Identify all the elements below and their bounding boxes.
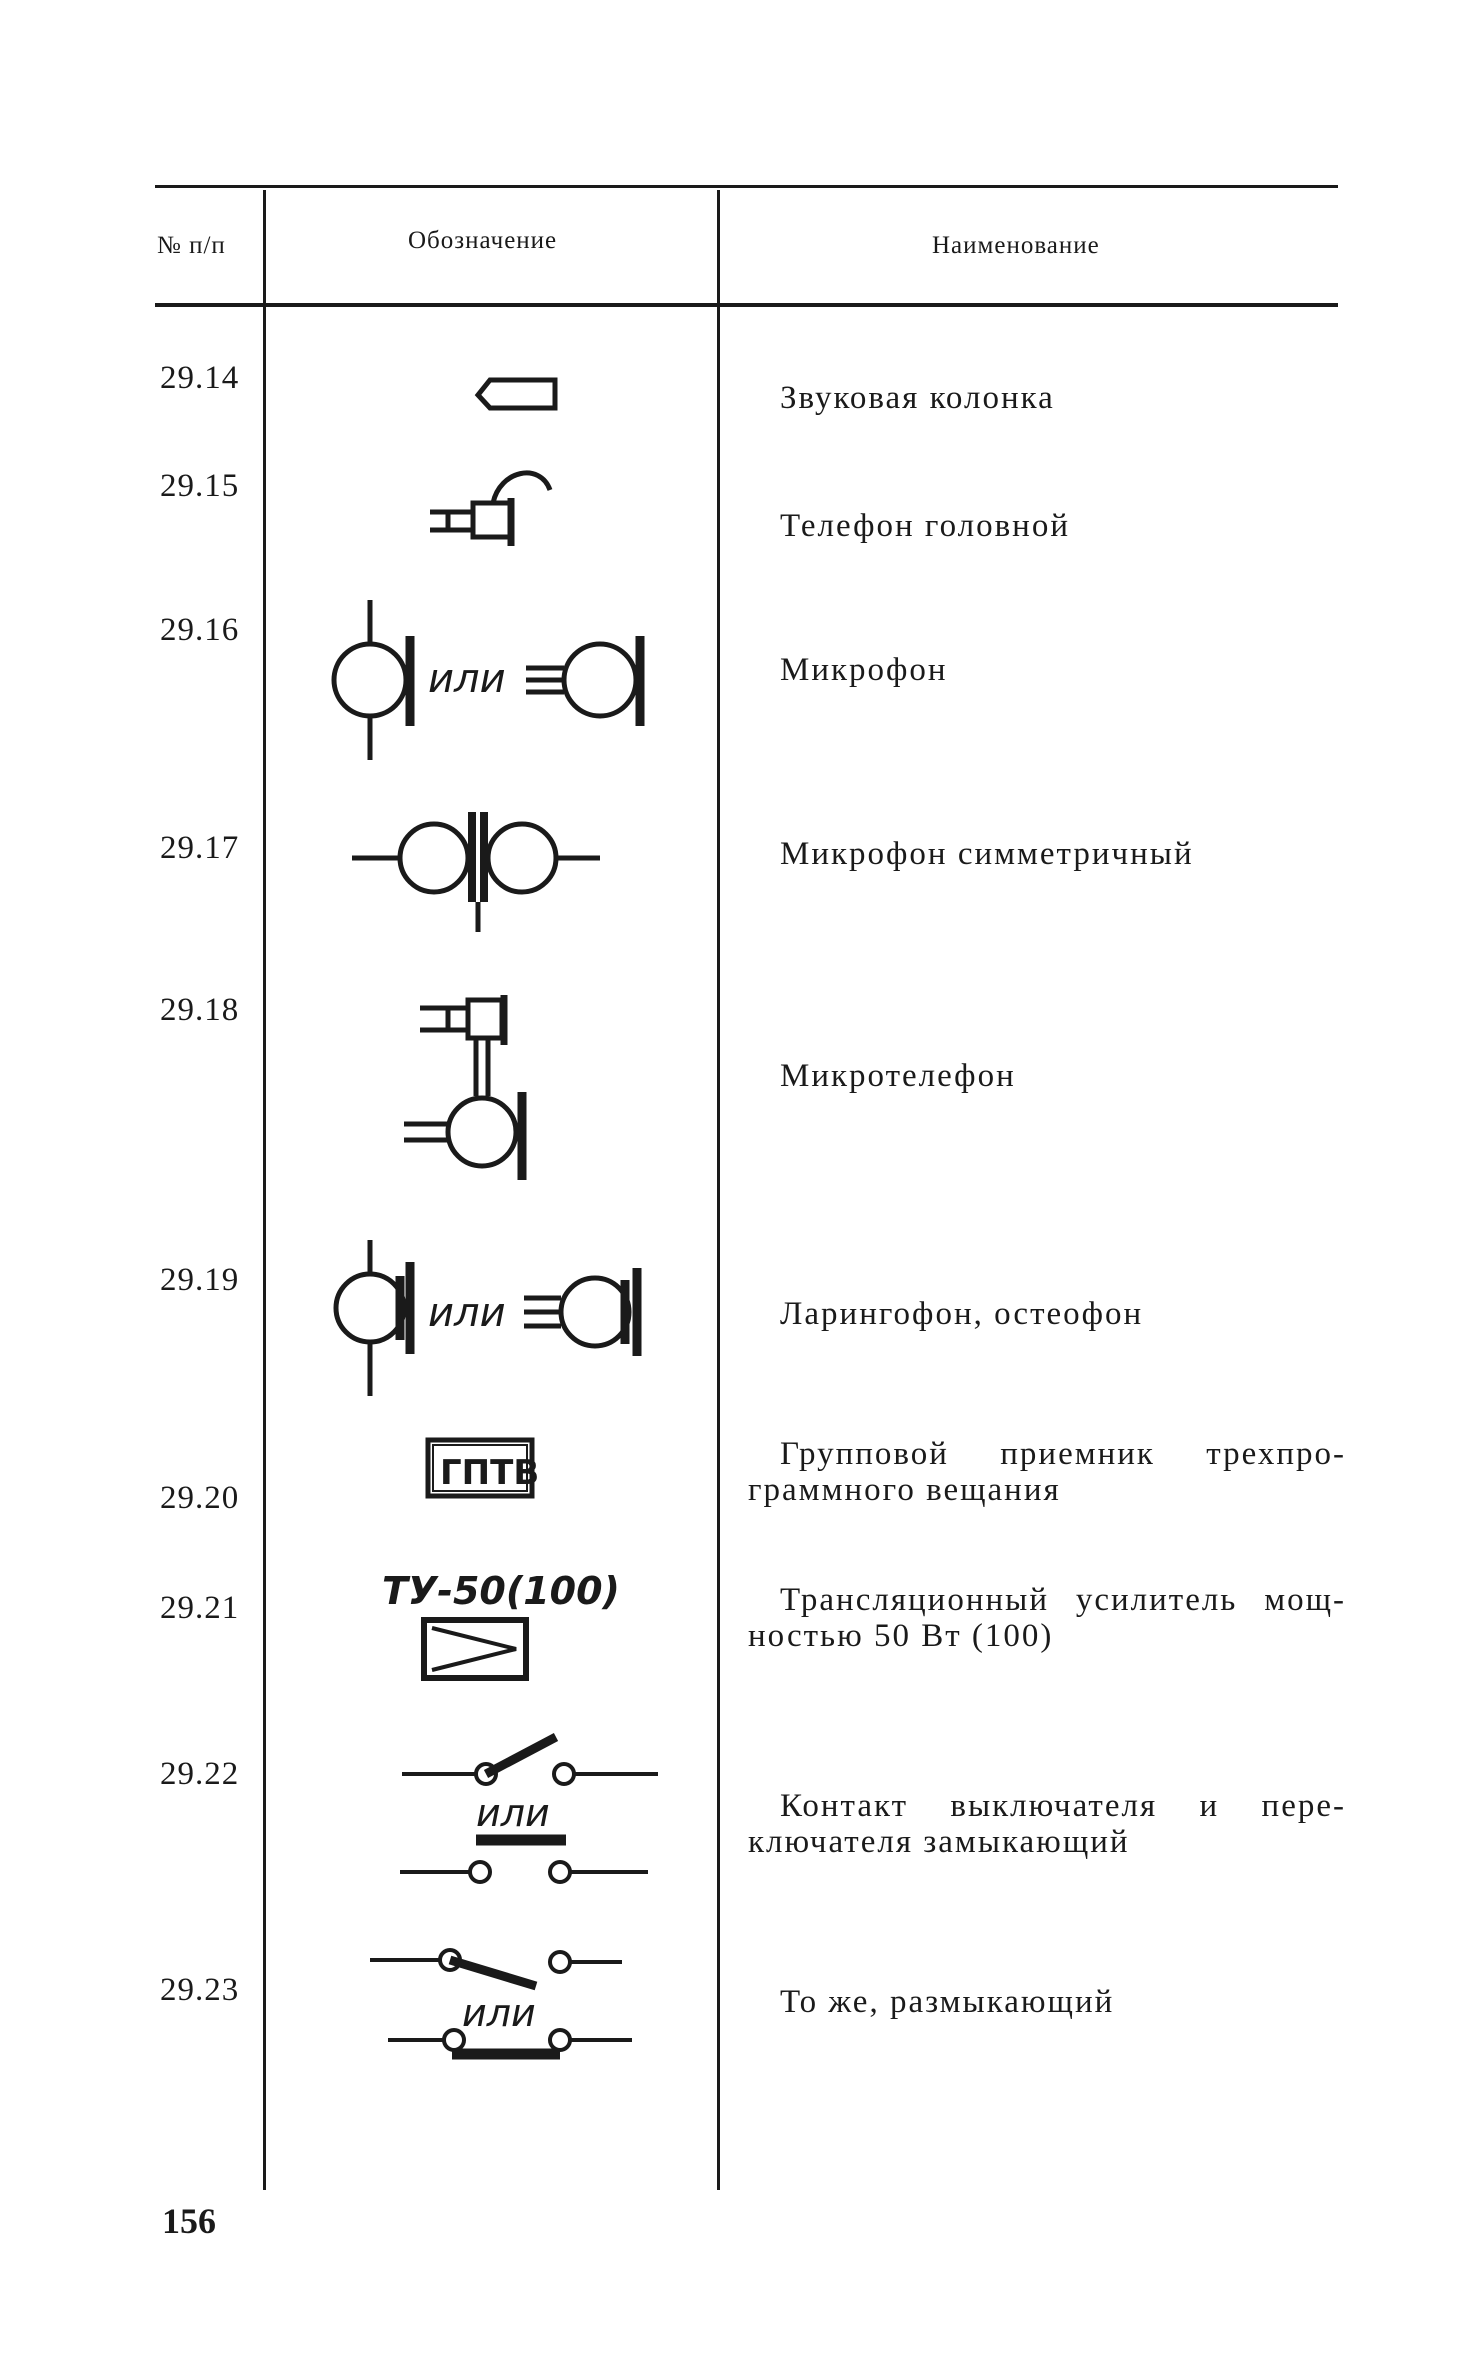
row-name: Звуковая колонка — [780, 380, 1055, 416]
row-number: 29.22 — [160, 1756, 240, 1792]
row-name: То же, размыкающий — [780, 1984, 1115, 2020]
row-number: 29.18 — [160, 992, 240, 1028]
header-symbol: Обозначение — [408, 227, 558, 254]
row-number: 29.21 — [160, 1590, 240, 1626]
symbol-label-or: или — [476, 1791, 550, 1835]
symbol-label-amplifier: ТУ-50(100) — [382, 1569, 620, 1613]
header-number: № п/п — [157, 232, 226, 259]
header-name: Наименование — [932, 232, 1100, 259]
row-name: Телефон головной — [780, 508, 1071, 544]
row-name-line: Групповой приемник трехпро- — [780, 1436, 1346, 1472]
sound-column-symbol — [478, 380, 555, 408]
row-number: 29.23 — [160, 1972, 240, 2008]
row-number: 29.20 — [160, 1480, 240, 1516]
row-number: 29.14 — [160, 360, 240, 396]
row-name-line: Трансляционный усилитель мощ- — [780, 1582, 1346, 1618]
row-number: 29.16 — [160, 612, 240, 648]
row-name-line: ключателя замыкающий — [748, 1824, 1130, 1860]
row-name-line: граммного вещания — [748, 1472, 1061, 1508]
microtelephone-symbol — [404, 995, 522, 1180]
symbol-label-or: или — [428, 656, 506, 702]
symbol-label-gptv: ГПТВ — [440, 1453, 540, 1493]
row-name: Микротелефон — [780, 1058, 1016, 1094]
row-name: Ларингофон, остеофон — [780, 1296, 1144, 1332]
row-name-line: Контакт выключателя и пере- — [780, 1788, 1346, 1824]
symmetric-microphone-symbol — [352, 812, 600, 932]
row-name-line: ностью 50 Вт (100) — [748, 1618, 1054, 1654]
row-number: 29.19 — [160, 1262, 240, 1298]
row-number: 29.15 — [160, 468, 240, 504]
amplifier-symbol — [424, 1620, 526, 1678]
row-number: 29.17 — [160, 830, 240, 866]
headphone-symbol — [430, 473, 550, 546]
symbol-label-or: или — [428, 1290, 506, 1336]
row-name: Микрофон — [780, 652, 948, 688]
page-number: 156 — [162, 2201, 216, 2241]
row-name: Микрофон симметричный — [780, 836, 1194, 872]
symbol-label-or: или — [462, 1991, 536, 2035]
